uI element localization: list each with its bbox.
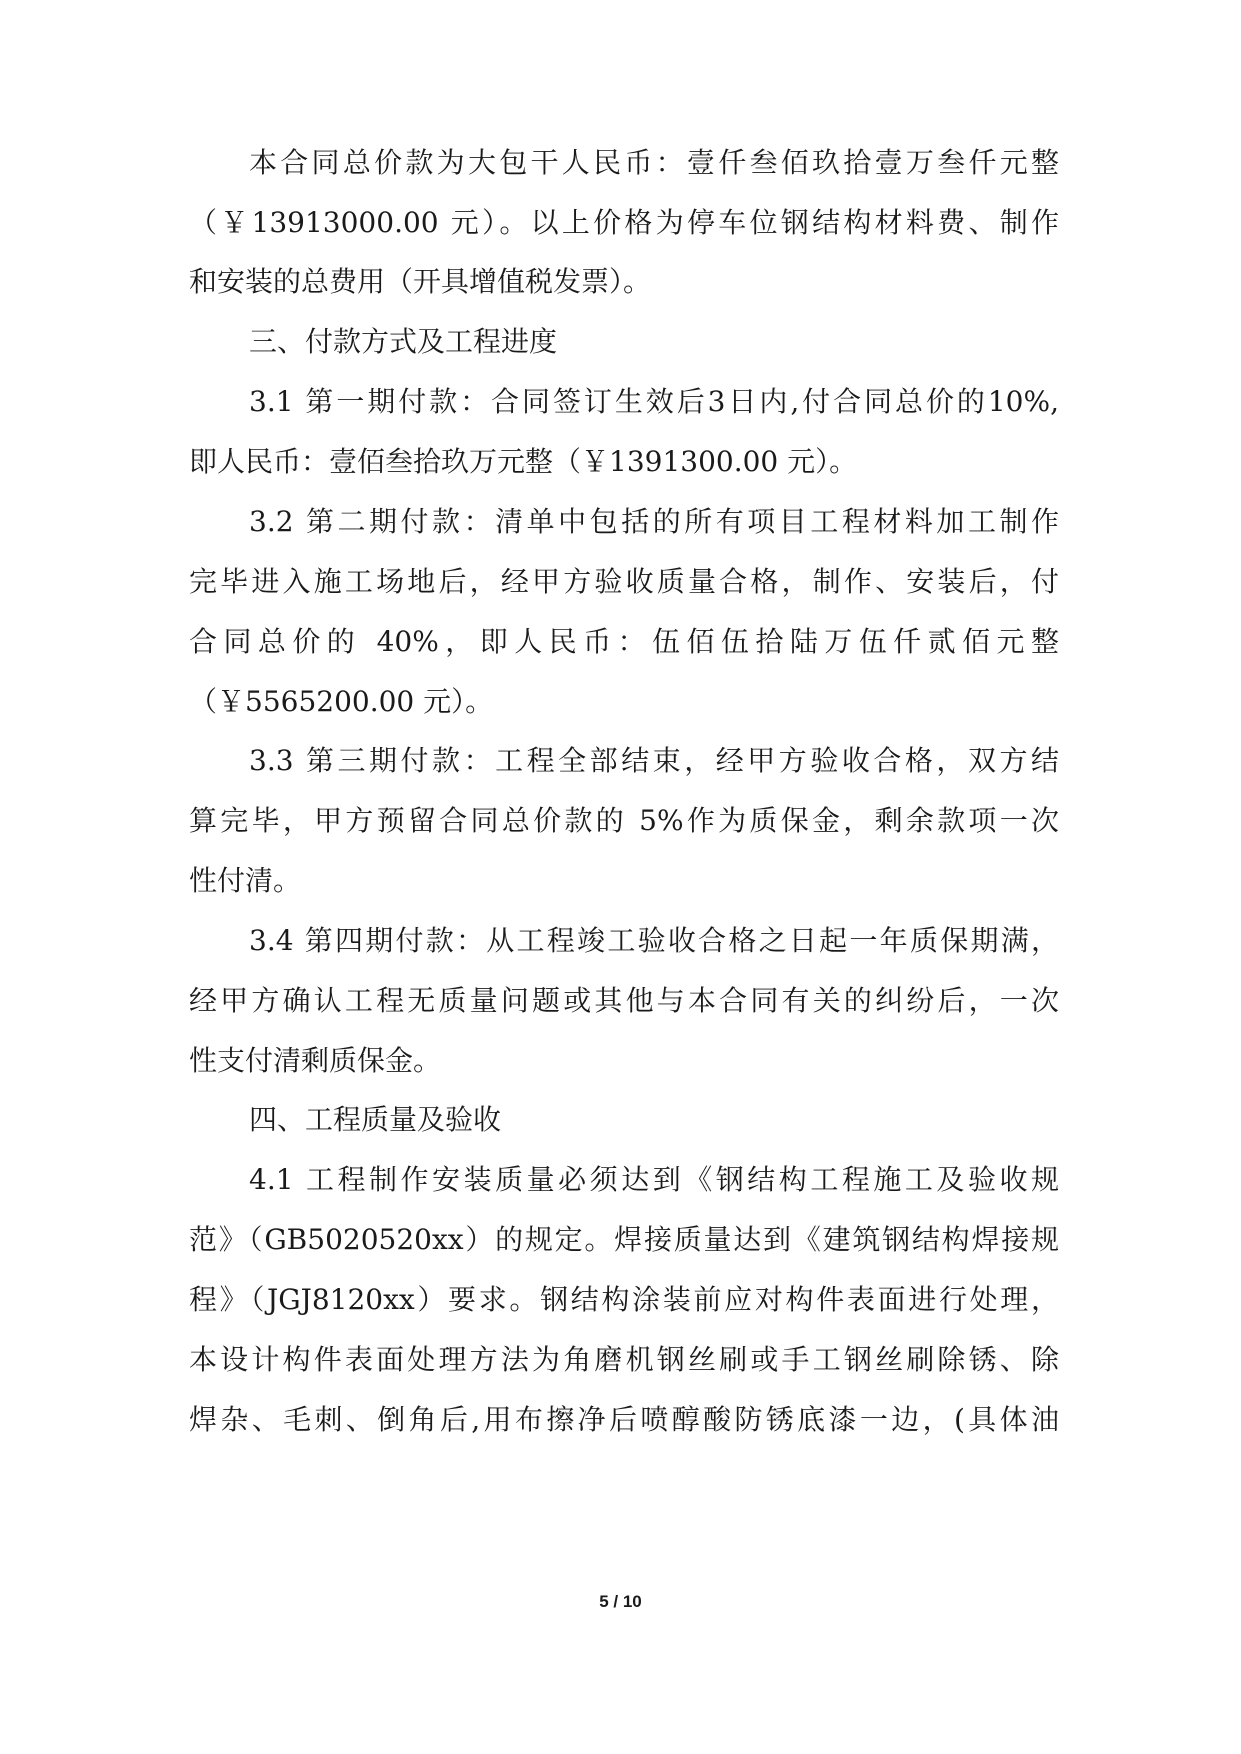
paragraph-line: 3.2 第二期付款：清单中包括的所有项目工程材料加工制作 [249, 505, 1059, 538]
section-heading: 三、付款方式及工程进度 [249, 325, 558, 358]
paragraph-line: 完毕进入施工场地后，经甲方验收质量合格，制作、安装后，付 [189, 565, 1059, 598]
section-heading: 四、工程质量及验收 [249, 1103, 502, 1136]
paragraph-line: 和安装的总费用（开具增值税发票）。 [189, 265, 652, 298]
paragraph-line: 3.3 第三期付款：工程全部结束，经甲方验收合格，双方结 [249, 744, 1059, 777]
paragraph-line: 性付清。 [189, 864, 302, 897]
paragraph-line: 性支付清剩质保金。 [189, 1044, 442, 1077]
paragraph-line: （￥13913000.00 元）。以上价格为停车位钢结构材料费、制作 [189, 206, 1059, 239]
paragraph-line: 3.4 第四期付款：从工程竣工验收合格之日起一年质保期满， [249, 924, 1059, 957]
paragraph-line: 合同总价的 40%，即人民币：伍佰伍拾陆万伍仟贰佰元整 [189, 625, 1059, 658]
paragraph-line: 算完毕，甲方预留合同总价款的 5%作为质保金，剩余款项一次 [189, 804, 1059, 837]
paragraph-line: 4.1 工程制作安装质量必须达到《钢结构工程施工及验收规 [249, 1163, 1059, 1196]
paragraph-line: 焊杂、毛刺、倒角后,用布擦净后喷醇酸防锈底漆一边，(具体油 [189, 1403, 1059, 1436]
paragraph-line: （￥5565200.00 元）。 [189, 685, 494, 718]
paragraph-line: 经甲方确认工程无质量问题或其他与本合同有关的纠纷后，一次 [189, 984, 1059, 1017]
paragraph-line: 即人民币：壹佰叁拾玖万元整（￥1391300.00 元）。 [189, 445, 858, 478]
paragraph-line: 程》（JGJ8120xx）要求。钢结构涂装前应对构件表面进行处理， [189, 1283, 1059, 1316]
paragraph-line: 范》（GB5020520xx）的规定。焊接质量达到《建筑钢结构焊接规 [189, 1223, 1059, 1256]
paragraph-line: 本设计构件表面处理方法为角磨机钢丝刷或手工钢丝刷除锈、除 [189, 1343, 1059, 1376]
paragraph-line: 本合同总价款为大包干人民币：壹仟叁佰玖拾壹万叁仟元整 [249, 146, 1059, 179]
paragraph-line: 3.1 第一期付款：合同签订生效后3日内,付合同总价的10%, [249, 385, 1059, 418]
page-number: 5 / 10 [599, 1592, 642, 1611]
